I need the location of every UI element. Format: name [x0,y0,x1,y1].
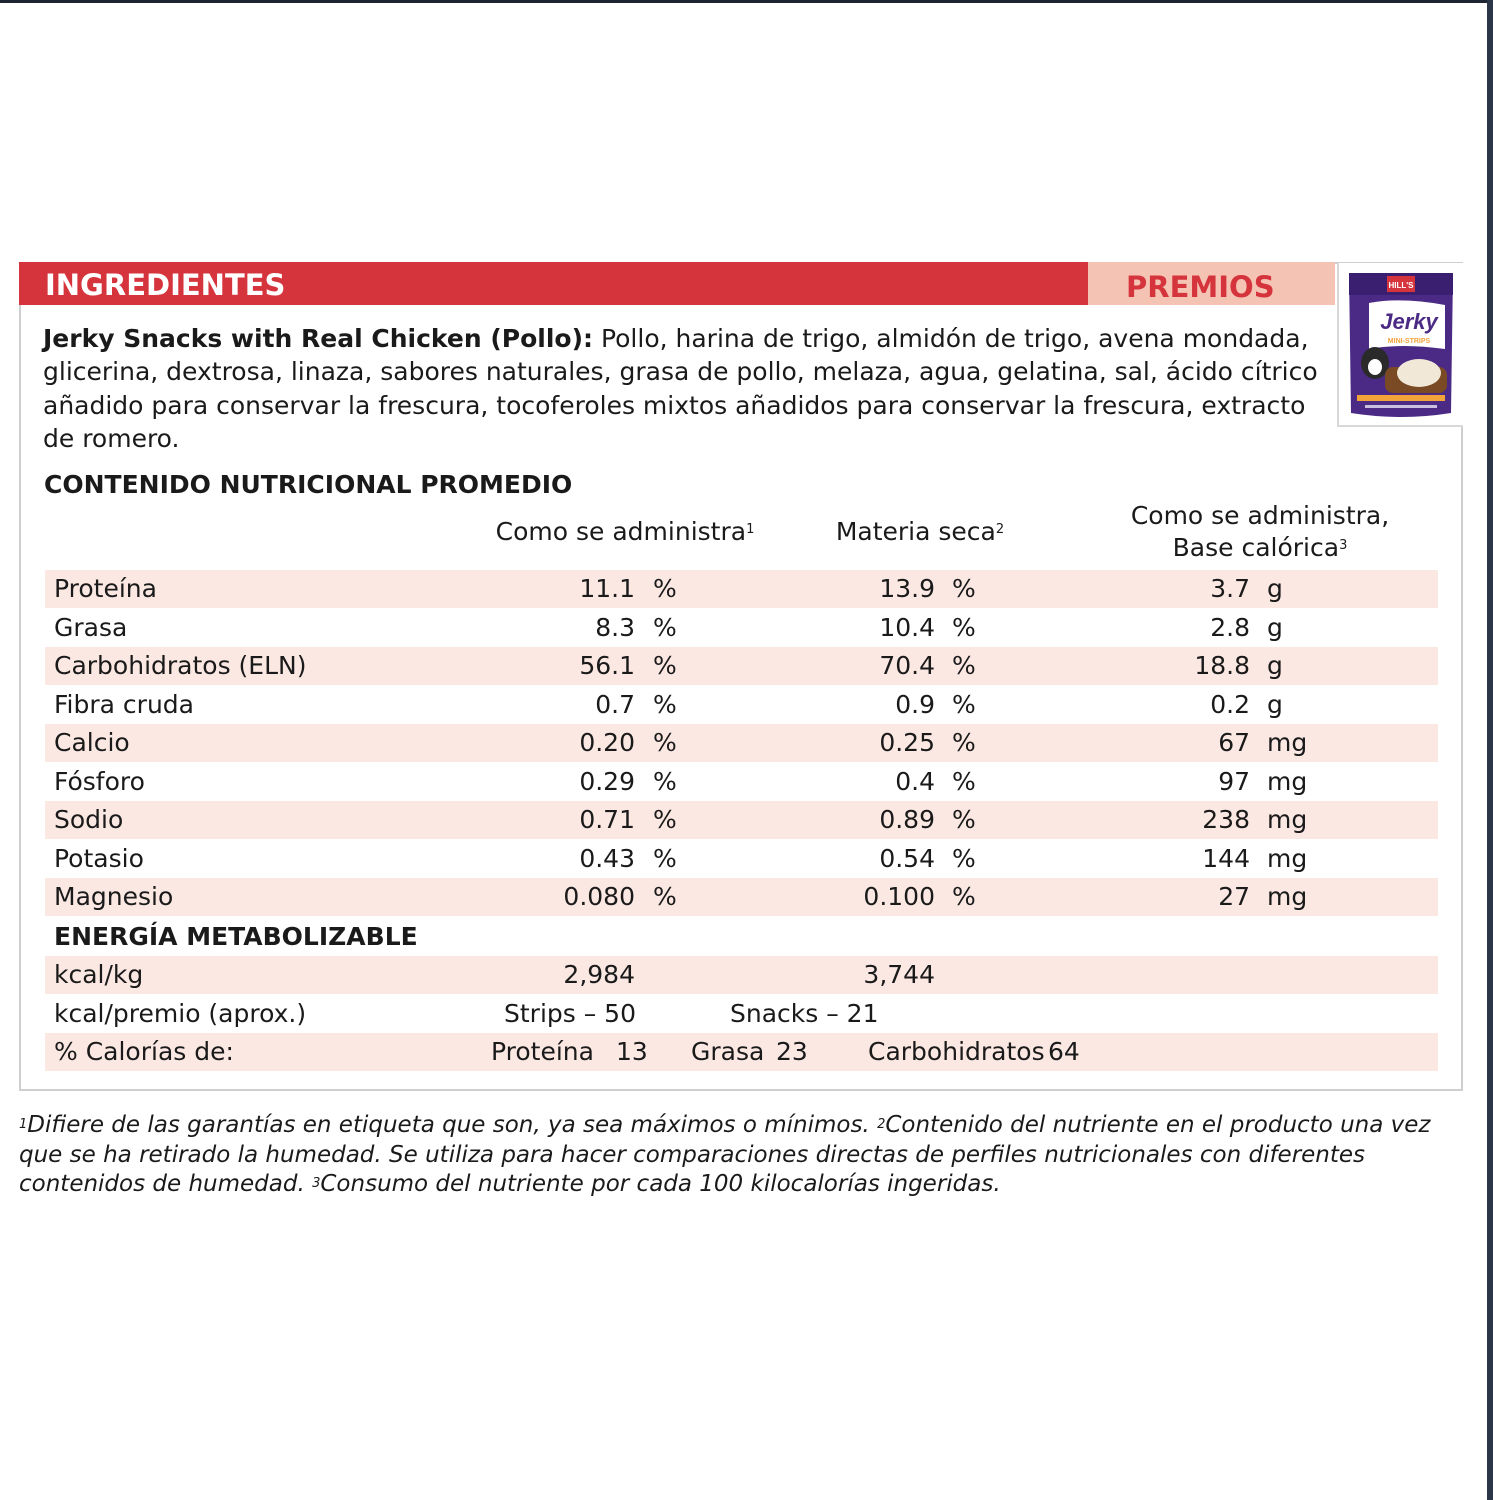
row-band [45,956,1438,994]
caloric-value: 0.2 [1210,690,1250,719]
dry-unit: % [952,574,976,603]
dry-value: 0.89 [879,805,935,834]
kcal-kg-dry: 3,744 [863,960,935,989]
dry-value: 0.54 [879,844,935,873]
nutrient-name: Magnesio [54,882,174,911]
as-fed-unit: % [653,690,677,719]
as-fed-unit: % [653,882,677,911]
top-border [0,0,1493,3]
as-fed-value: 0.71 [579,805,635,834]
caloric-value: 27 [1218,882,1250,911]
as-fed-value: 0.20 [579,728,635,757]
col-head-dry-matter: Materia seca$^2$ [835,517,1005,546]
as-fed-unit: % [653,805,677,834]
right-border [1487,0,1493,1500]
energy-title: ENERGÍA METABOLIZABLE [54,922,418,951]
grasa-label: Grasa [691,1037,765,1066]
dry-unit: % [952,805,976,834]
col-head-as-fed: Como se administra$^1$ [495,517,755,546]
ingredients-list: Pollo, harina de trigo, almidón de trigo, avena mondada, glicerina, dextrosa, linaza, sabores naturales, grasa de pollo, melaza, agua, gelatina, sal, ácido cítrico añadido para conservar la frescura, tocoferoles mixtos añadidos para conservar la frescura, extracto de romero. [43,324,1318,453]
nutrient-name: Fibra cruda [54,690,194,719]
ingredientes-header: INGREDIENTES [19,262,1088,305]
grasa-value: 23 [776,1037,808,1066]
footnote-3: Consumo del nutriente por cada 100 kilocalorías ingeridas. [320,1171,1001,1197]
as-fed-unit: % [653,728,677,757]
carbohidratos-label: Carbohidratos [868,1037,1045,1066]
caloric-value: 3.7 [1210,574,1250,603]
footnote-2: Contenido del nutriente en el producto una vez que se ha retirado la humedad. Se utiliza para hacer comparaciones directas de perfiles nutricionales con diferentes contenidos de humedad. [19,1112,1431,1197]
product-image [1337,263,1463,427]
nutrient-name: Fósforo [54,767,145,796]
snacks-kcal: Snacks – 21 [730,999,879,1028]
proteina-value: 13 [616,1037,648,1066]
dry-unit: % [952,613,976,642]
caloric-unit: g [1267,574,1283,603]
col-head-caloric-basis: Como se administra, Base calórica$^3$ [1130,501,1390,562]
product-name-text: Jerky [1380,309,1438,334]
dry-value: 0.9 [895,690,935,719]
nutrient-name: Carbohidratos (ELN) [54,651,307,680]
dry-unit: % [952,651,976,680]
kcal-premio-label: kcal/premio (aprox.) [54,999,307,1028]
caloric-value: 144 [1202,844,1250,873]
nutrient-name: Grasa [54,613,128,642]
as-fed-value: 11.1 [579,574,635,603]
as-fed-unit: % [653,613,677,642]
caloric-unit: mg [1267,882,1308,911]
dry-value: 10.4 [879,613,935,642]
chicken-icon [1397,359,1441,387]
as-fed-unit: % [653,574,677,603]
kcal-kg-as-fed: 2,984 [563,960,635,989]
as-fed-value: 0.29 [579,767,635,796]
caloric-unit: mg [1267,767,1308,796]
dry-unit: % [952,882,976,911]
product-bag-illustration [1339,263,1463,425]
as-fed-unit: % [653,651,677,680]
as-fed-unit: % [653,844,677,873]
caloric-value: 97 [1218,767,1250,796]
as-fed-value: 8.3 [595,613,635,642]
calorias-label: % Calorías de: [54,1037,234,1066]
dry-value: 13.9 [879,574,935,603]
nutrition-title: CONTENIDO NUTRICIONAL PROMEDIO [44,470,573,499]
dry-unit: % [952,728,976,757]
nutrient-name: Proteína [54,574,157,603]
caloric-unit: mg [1267,844,1308,873]
product-name: Jerky Snacks with Real Chicken (Pollo): [43,324,593,353]
carbohidratos-value: 64 [1048,1037,1080,1066]
caloric-value: 18.8 [1194,651,1250,680]
as-fed-unit: % [653,767,677,796]
caloric-unit: mg [1267,728,1308,757]
as-fed-value: 0.43 [579,844,635,873]
brand-text: HILL'S [1388,281,1414,290]
caloric-unit: g [1267,690,1283,719]
dry-unit: % [952,767,976,796]
dry-value: 0.4 [895,767,935,796]
as-fed-value: 56.1 [579,651,635,680]
ingredients-text [43,322,1333,455]
dry-unit: % [952,844,976,873]
strips-kcal: Strips – 50 [504,999,636,1028]
footnotes: $^1$Difiere de las garantías en etiqueta que son, ya sea máximos o mínimos. $^2$Contenido del nutriente en el producto una vez que se ha retirado la humedad. Se utiliza para hacer comparaciones directas de perfiles nutricionales con diferentes contenidos de humedad. $^3$Consumo del nutriente por cada 100 kilocalorías ingeridas. [19,1112,1431,1197]
caloric-value: 238 [1202,805,1250,834]
premios-header: PREMIOS [1088,262,1335,305]
product-subname-text: MINI-STRIPS [1387,338,1431,345]
dry-value: 0.100 [863,882,935,911]
dry-value: 0.25 [879,728,935,757]
caloric-value: 2.8 [1210,613,1250,642]
dry-value: 70.4 [879,651,935,680]
kcal-kg-label: kcal/kg [54,960,144,989]
proteina-label: Proteína [491,1037,594,1066]
nutrient-name: Potasio [54,844,144,873]
nutrient-name: Sodio [54,805,124,834]
caloric-unit: g [1267,613,1283,642]
dry-unit: % [952,690,976,719]
caloric-value: 67 [1218,728,1250,757]
as-fed-value: 0.7 [595,690,635,719]
nutrient-name: Calcio [54,728,130,757]
as-fed-value: 0.080 [563,882,635,911]
footnote-1: Difiere de las garantías en etiqueta que son, ya sea máximos o mínimos. [27,1112,878,1138]
caloric-unit: mg [1267,805,1308,834]
caloric-unit: g [1267,651,1283,680]
